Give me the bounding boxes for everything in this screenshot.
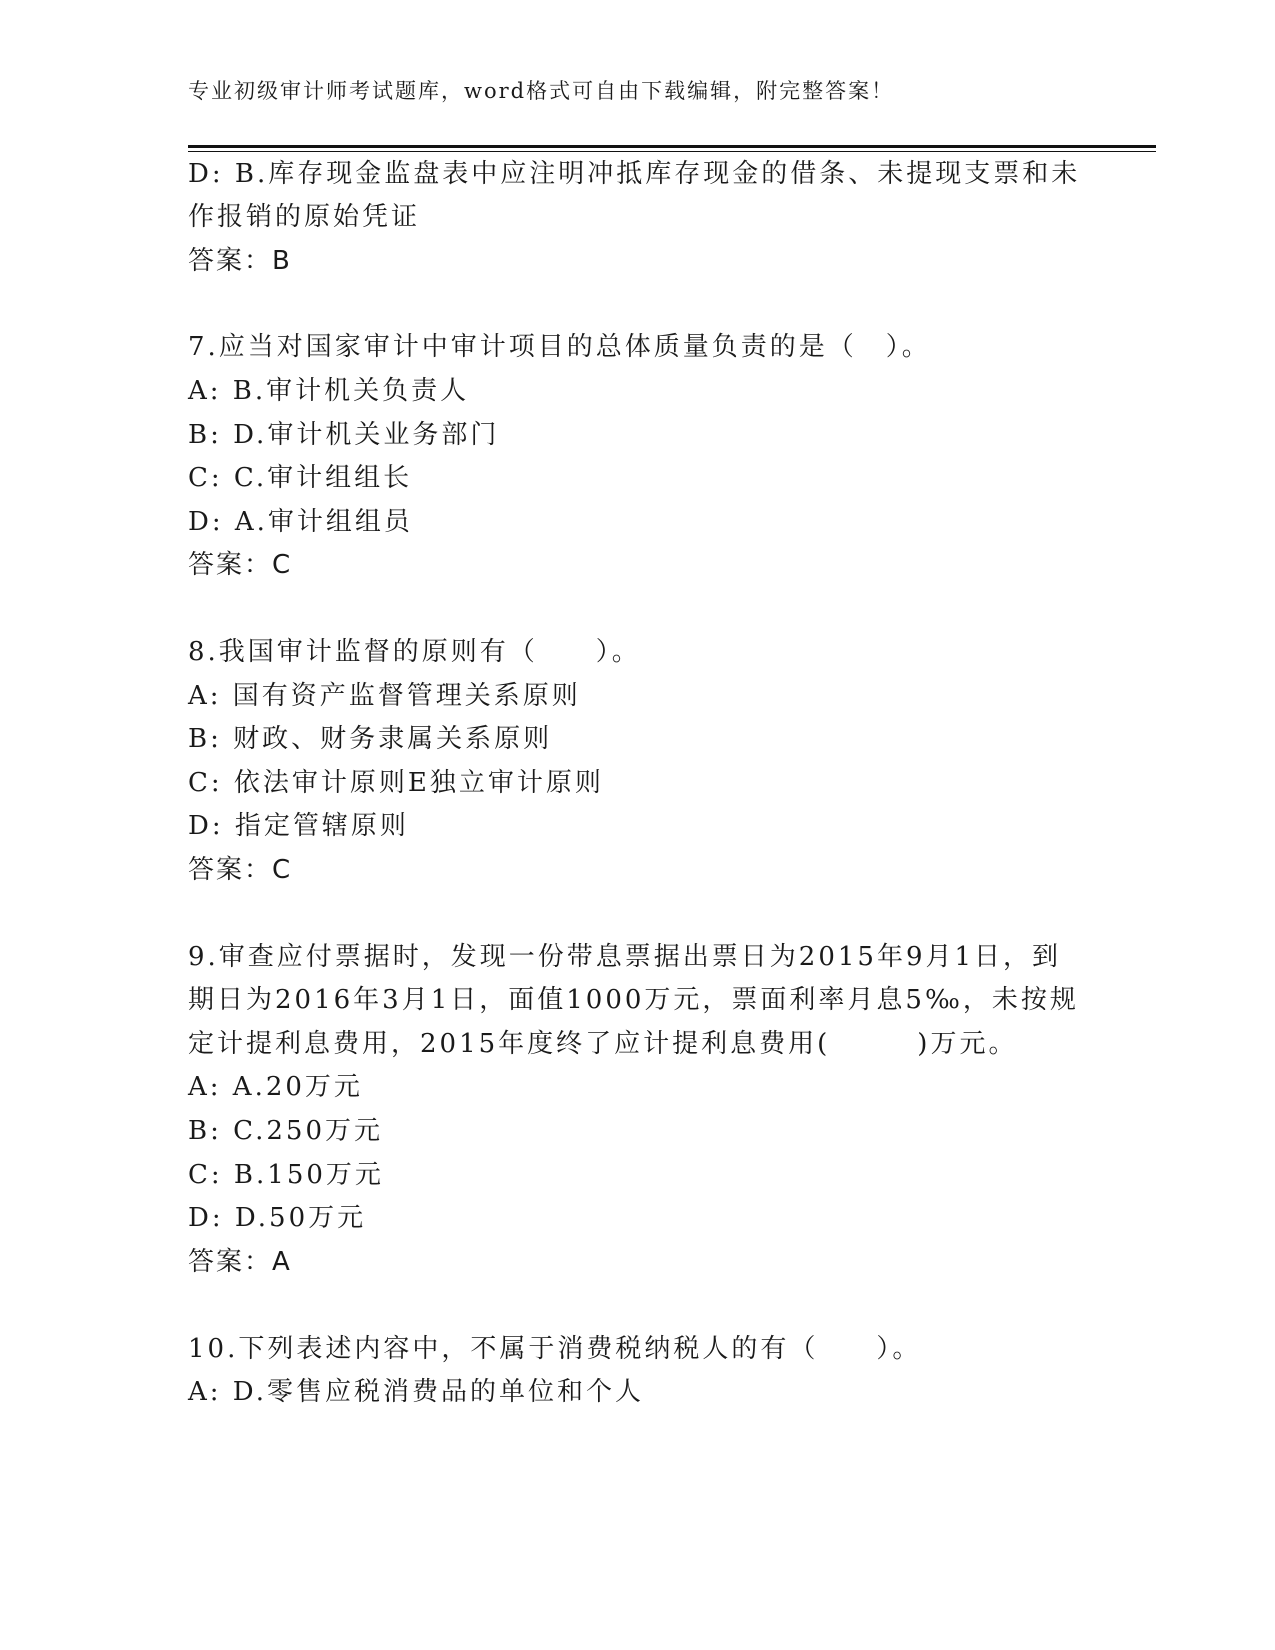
prev-answer: 答案：B <box>188 246 292 276</box>
question-9-option-c: C: B.150万元 <box>188 1160 384 1190</box>
question-7-option-b: B: D.审计机关业务部门 <box>188 420 500 450</box>
question-8-option-b: B: 财政、财务隶属关系原则 <box>188 724 553 754</box>
question-8-option-d: D: 指定管辖原则 <box>188 811 409 841</box>
question-7-answer: 答案：C <box>188 550 293 580</box>
question-9-stem-line2: 期日为2016年3月1日，面值1000万元，票面利率月息5‰，未按规 <box>188 985 1079 1015</box>
question-10-option-a: A: D.零售应税消费品的单位和个人 <box>188 1377 644 1407</box>
header-rule-thin <box>188 151 1156 152</box>
question-7-option-a: A: B.审计机关负责人 <box>188 376 470 406</box>
question-9-option-d: D: D.50万元 <box>188 1203 367 1233</box>
question-8-stem: 8.我国审计监督的原则有（ ）。 <box>188 637 641 667</box>
question-7-option-c: C: C.审计组组长 <box>188 463 413 493</box>
prev-option-d-line2: 作报销的原始凭证 <box>188 202 421 232</box>
question-7-stem: 7.应当对国家审计中审计项目的总体质量负责的是（ ）。 <box>188 332 931 362</box>
question-8-option-a: A: 国有资产监督管理关系原则 <box>188 681 581 711</box>
header-rule-thick <box>188 145 1156 148</box>
question-10-stem: 10.下列表述内容中，不属于消费税纳税人的有（ ）。 <box>188 1334 922 1364</box>
prev-option-d-line1: D: B.库存现金监盘表中应注明冲抵库存现金的借条、未提现支票和未 <box>188 159 1081 189</box>
question-9-option-b: B: C.250万元 <box>188 1116 383 1146</box>
question-8-answer: 答案：C <box>188 855 293 885</box>
question-8-option-c: C: 依法审计原则E独立审计原则 <box>188 768 604 798</box>
question-9-answer: 答案：A <box>188 1247 292 1277</box>
question-9-stem-line3: 定计提利息费用，2015年度终了应计提利息费用( )万元。 <box>188 1029 1018 1059</box>
page-header: 专业初级审计师考试题库，word格式可自由下载编辑，附完整答案！ <box>188 79 895 103</box>
question-9-stem-line1: 9.审查应付票据时，发现一份带息票据出票日为2015年9月1日，到 <box>188 942 1062 972</box>
question-9-option-a: A: A.20万元 <box>188 1072 363 1102</box>
question-7-option-d: D: A.审计组组员 <box>188 507 413 537</box>
